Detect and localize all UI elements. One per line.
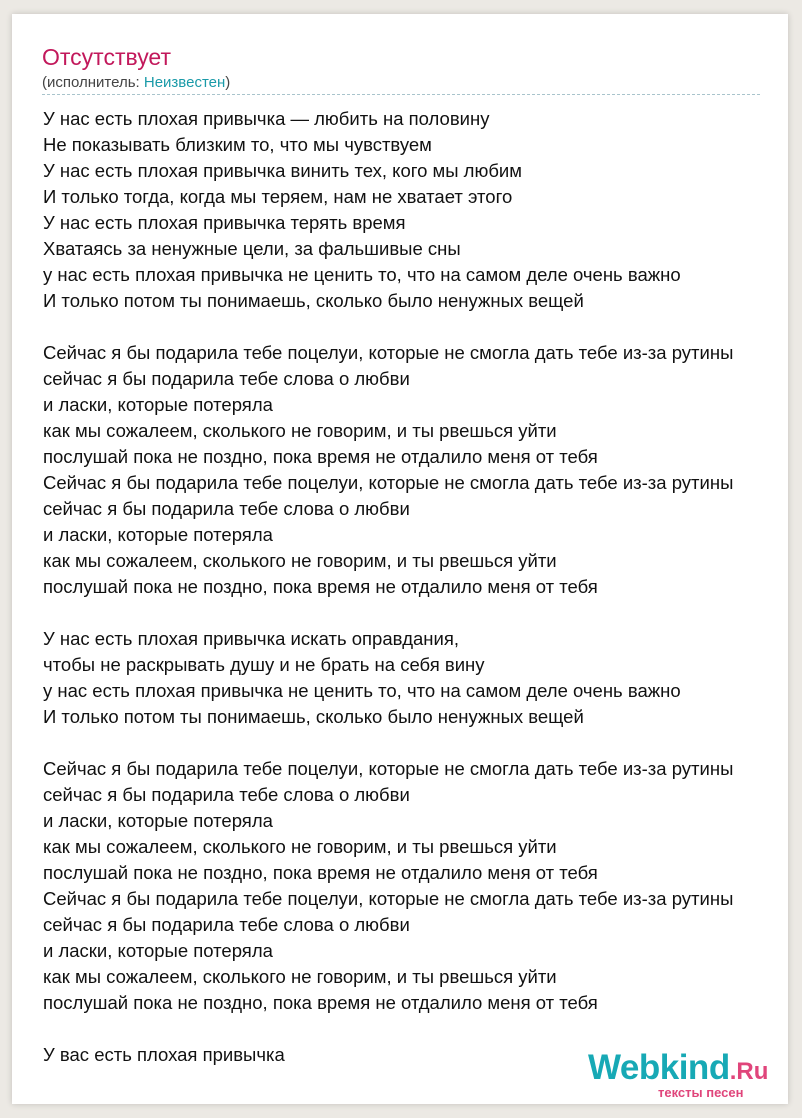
lyric-line: как мы сожалеем, сколького не говорим, и ты рвешься уйти xyxy=(43,550,557,571)
header-divider xyxy=(42,94,760,95)
song-title: Отсутствует xyxy=(42,44,171,70)
lyric-line: и ласки, которые потеряла xyxy=(43,940,273,961)
lyric-line: сейчас я бы подарила тебе слова о любви xyxy=(43,914,410,935)
lyrics-page xyxy=(12,14,788,1104)
lyric-line: чтобы не раскрывать душу и не брать на себя вину xyxy=(43,654,485,675)
lyric-line: послушай пока не поздно, пока время не отдалило меня от тебя xyxy=(43,992,598,1013)
lyric-line: У нас есть плохая привычка искать оправдания, xyxy=(43,628,460,649)
lyric-line: как мы сожалеем, сколького не говорим, и ты рвешься уйти xyxy=(43,966,557,987)
lyric-line: И только потом ты понимаешь, сколько было ненужных вещей xyxy=(43,706,584,727)
verse xyxy=(43,340,788,600)
lyric-line: Не показывать близким то, что мы чувствуем xyxy=(43,134,432,155)
lyric-line: послушай пока не поздно, пока время не отдалило меня от тебя xyxy=(43,862,598,883)
lyrics-text xyxy=(43,106,788,1068)
verse xyxy=(43,106,788,314)
lyric-line: и ласки, которые потеряла xyxy=(43,810,273,831)
lyric-line: У вас есть плохая привычка xyxy=(43,1044,285,1065)
lyric-line: послушай пока не поздно, пока время не отдалило меня от тебя xyxy=(43,446,598,467)
lyric-line: как мы сожалеем, сколького не говорим, и ты рвешься уйти xyxy=(43,420,557,441)
lyric-line: У нас есть плохая привычка терять время xyxy=(43,212,406,233)
logo-tagline: тексты песен xyxy=(658,1085,744,1100)
lyric-line: сейчас я бы подарила тебе слова о любви xyxy=(43,784,410,805)
lyric-line: как мы сожалеем, сколького не говорим, и ты рвешься уйти xyxy=(43,836,557,857)
logo-brand: Webkind xyxy=(588,1048,730,1087)
lyric-line: послушай пока не поздно, пока время не отдалило меня от тебя xyxy=(43,576,598,597)
lyric-line: Сейчас я бы подарила тебе поцелуи, которые не смогла дать тебе из-за рутины xyxy=(43,342,734,363)
lyric-line: Хватаясь за ненужные цели, за фальшивые сны xyxy=(43,238,461,259)
lyric-line: У нас есть плохая привычка винить тех, кого мы любим xyxy=(43,160,522,181)
lyric-line: и ласки, которые потеряла xyxy=(43,524,273,545)
lyric-line: и ласки, которые потеряла xyxy=(43,394,273,415)
verse xyxy=(43,756,788,1016)
artist-suffix: ) xyxy=(225,74,231,91)
lyric-line: у нас есть плохая привычка не ценить то, что на самом деле очень важно xyxy=(43,680,681,701)
lyric-line: Сейчас я бы подарила тебе поцелуи, которые не смогла дать тебе из-за рутины xyxy=(43,472,734,493)
artist-prefix: (исполнитель: xyxy=(42,74,144,91)
artist-line xyxy=(42,73,230,93)
logo-tld: .Ru xyxy=(729,1058,769,1085)
lyric-line: сейчас я бы подарила тебе слова о любви xyxy=(43,498,410,519)
lyric-line: сейчас я бы подарила тебе слова о любви xyxy=(43,368,410,389)
lyric-line: У нас есть плохая привычка — любить на половину xyxy=(43,108,490,129)
lyric-line: Сейчас я бы подарила тебе поцелуи, которые не смогла дать тебе из-за рутины xyxy=(43,758,734,779)
artist-link[interactable]: Неизвестен xyxy=(143,74,226,91)
verse xyxy=(43,626,788,730)
lyric-line: Сейчас я бы подарила тебе поцелуи, которые не смогла дать тебе из-за рутины xyxy=(43,888,734,909)
lyric-line: у нас есть плохая привычка не ценить то, что на самом деле очень важно xyxy=(43,264,681,285)
lyric-line: И только потом ты понимаешь, сколько было ненужных вещей xyxy=(43,290,584,311)
webkind-logo xyxy=(588,1048,769,1100)
lyric-line: И только тогда, когда мы теряем, нам не хватает этого xyxy=(43,186,513,207)
